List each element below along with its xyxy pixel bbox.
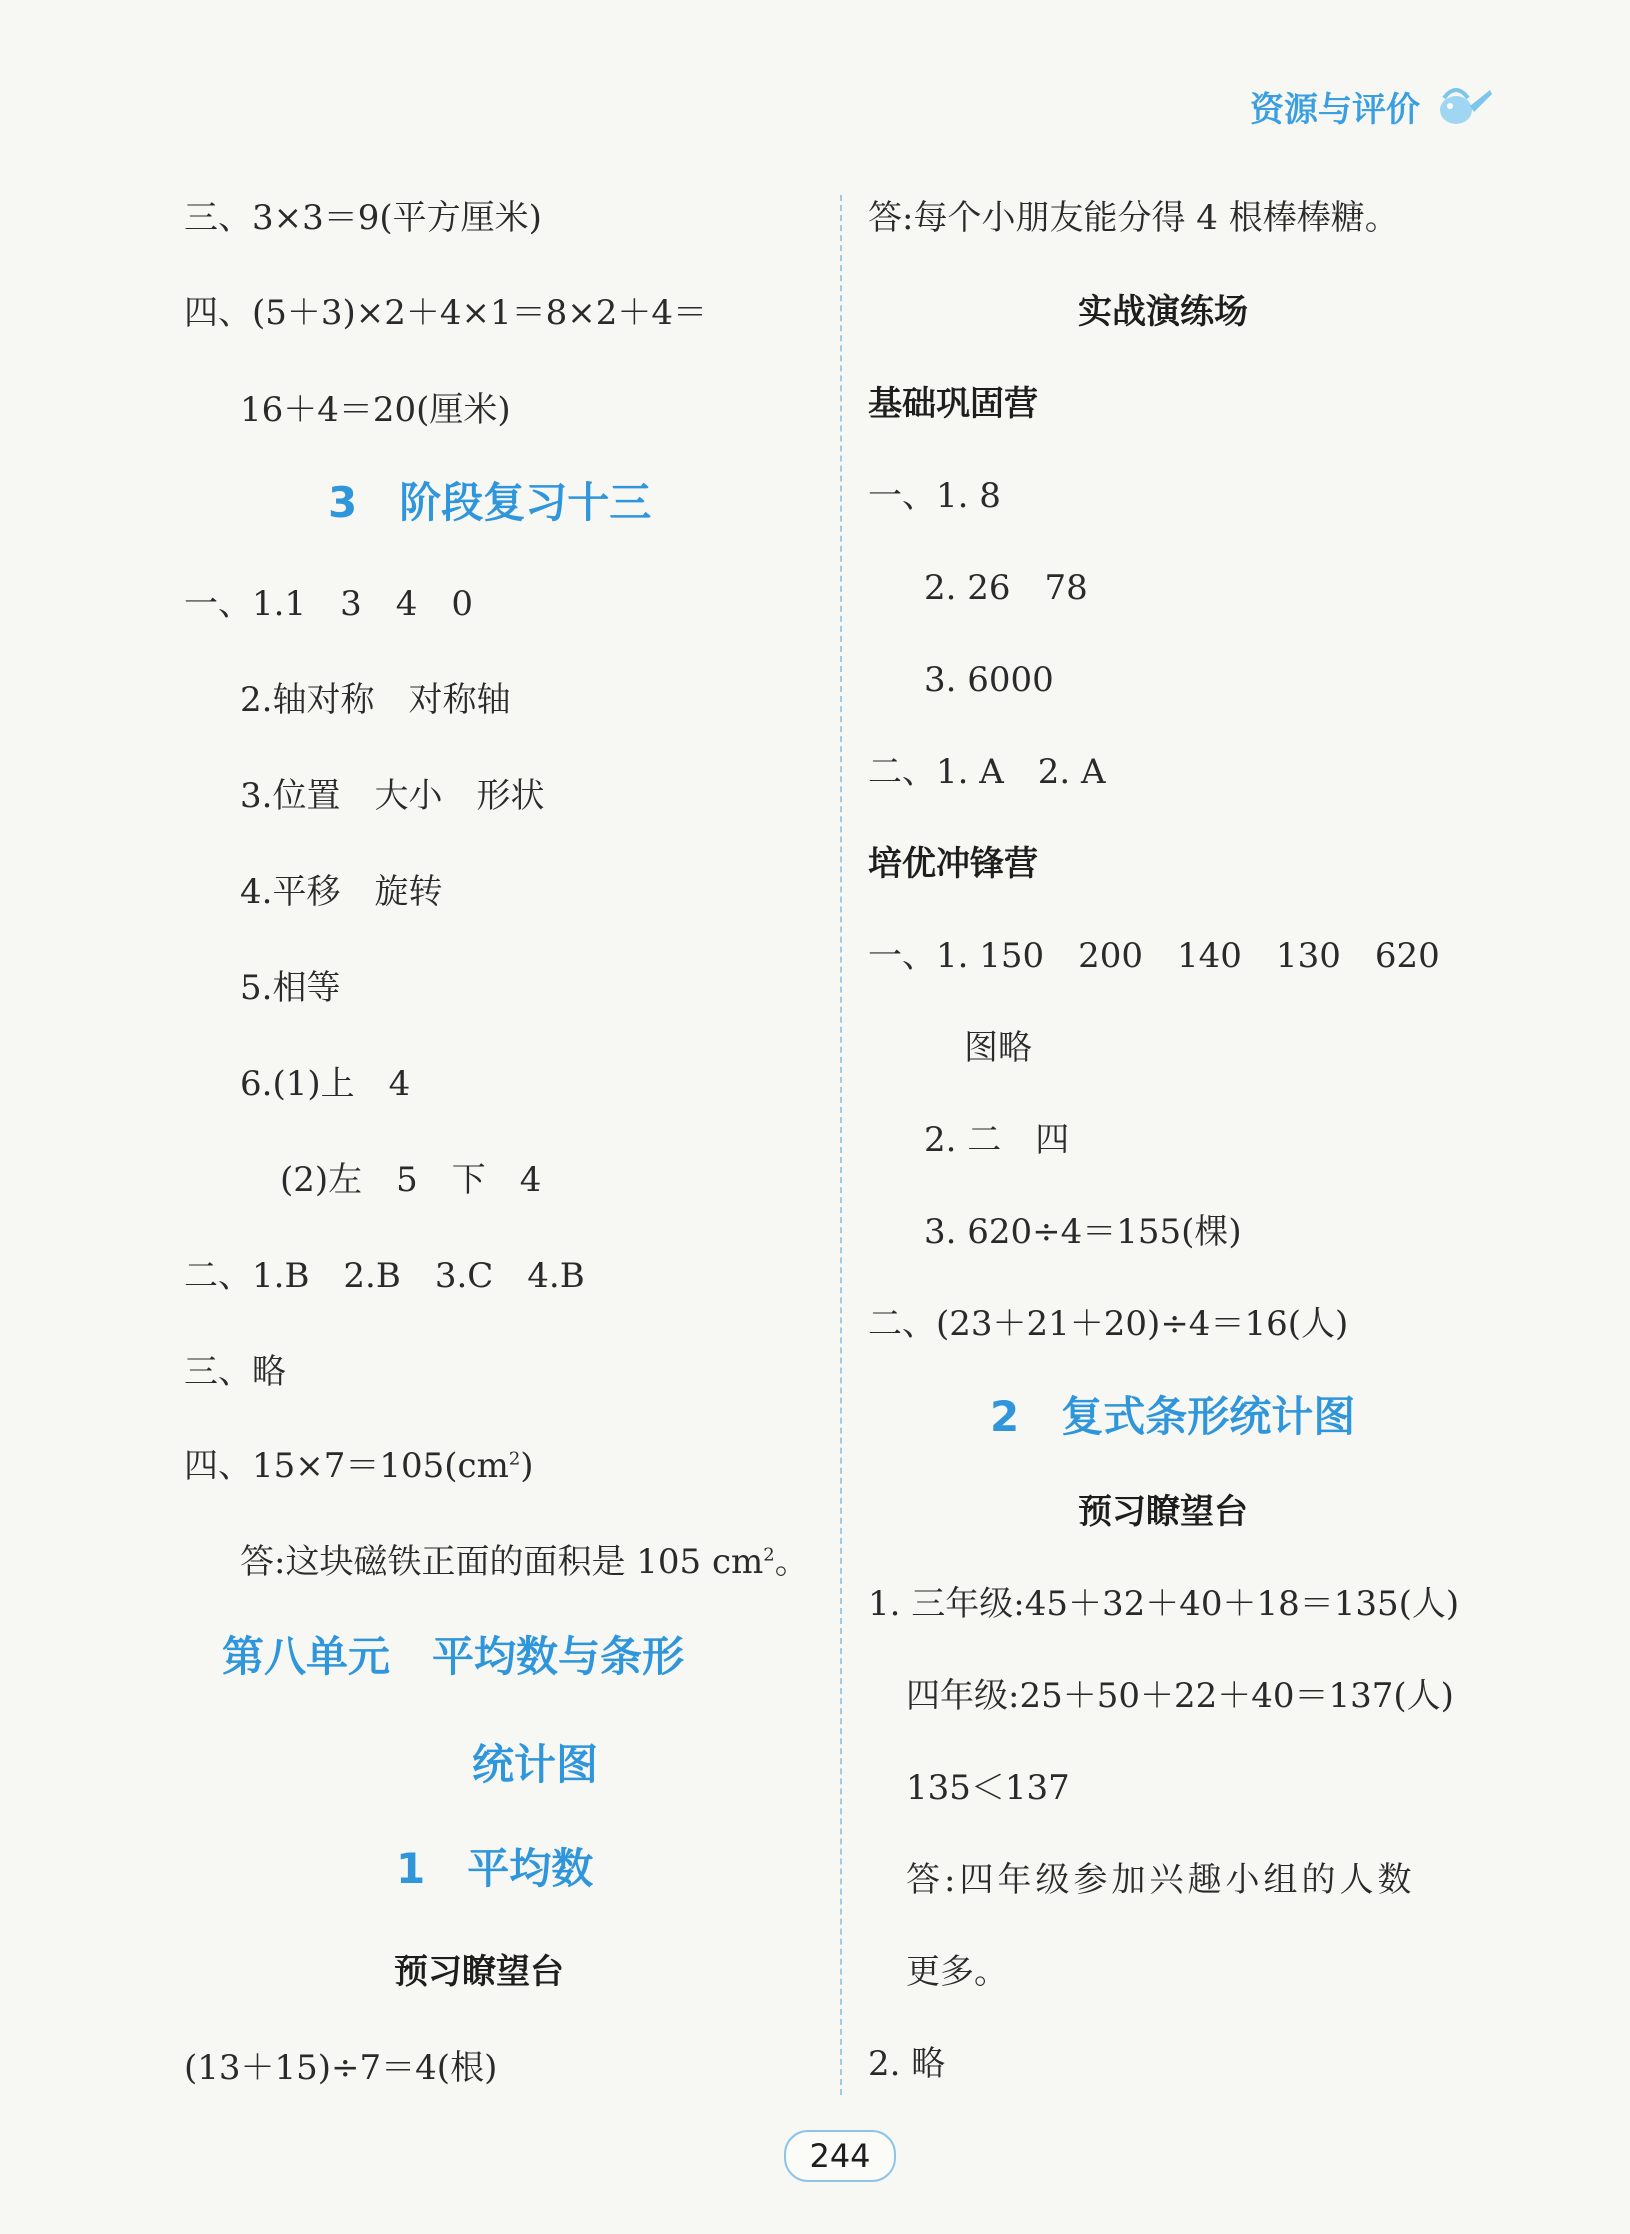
answer-line: 四年级:25＋50＋22＋40＝137(人) bbox=[906, 1676, 1454, 1716]
answer-line: 一、1.1 3 4 0 bbox=[184, 584, 473, 624]
answer-line: 更多。 bbox=[906, 1952, 1008, 1992]
answer-line: 答:四年级参加兴趣小组的人数 bbox=[906, 1860, 1416, 1900]
answer-line: 二、1.B 2.B 3.C 4.B bbox=[184, 1256, 585, 1296]
answer-line: 1. 三年级:45＋32＋40＋18＝135(人) bbox=[868, 1584, 1460, 1624]
watering-can-icon bbox=[1430, 78, 1494, 134]
answer-line: 6.(1)上 4 bbox=[240, 1064, 411, 1104]
subsection-title: 基础巩固营 bbox=[868, 384, 1038, 424]
section-title: 1 平均数 bbox=[396, 1844, 594, 1893]
answer-line: 一、1. 8 bbox=[868, 476, 1001, 516]
subsection-title: 预习瞭望台 bbox=[394, 1952, 564, 1992]
answer-line: 5.相等 bbox=[240, 968, 341, 1008]
answer-line: 16＋4＝20(厘米) bbox=[240, 390, 511, 430]
section-title: 3 阶段复习十三 bbox=[328, 478, 652, 527]
answer-line: 图略 bbox=[964, 1028, 1032, 1068]
answer-line: 2. 二 四 bbox=[924, 1120, 1070, 1160]
answer-line: 二、1. A 2. A bbox=[868, 752, 1106, 792]
answer-line: 四、$15\times 7=105(cm^2)$ bbox=[184, 1446, 534, 1486]
answer-line: 二、(23＋21＋20)÷4＝16(人) bbox=[868, 1304, 1349, 1344]
answer-line: (2)左 5 下 4 bbox=[280, 1160, 542, 1200]
answer-line: 2.轴对称 对称轴 bbox=[240, 680, 511, 720]
answer-line: 4.平移 旋转 bbox=[240, 872, 443, 912]
answer-line: 2. 26 78 bbox=[924, 568, 1088, 608]
answer-line: 一、1. 150 200 140 130 620 bbox=[868, 936, 1440, 976]
header-title: 资源与评价 bbox=[1250, 89, 1420, 130]
answer-line: 答:每个小朋友能分得 4 根棒棒糖。 bbox=[868, 198, 1399, 238]
column-divider bbox=[840, 195, 842, 2095]
page-number: 244 bbox=[784, 2130, 896, 2182]
answer-line: 四、(5＋3)×2＋4×1＝8×2＋4＝ bbox=[184, 293, 708, 333]
unit-title: 统计图 bbox=[472, 1740, 599, 1789]
answer-line: 答:这块磁铁正面的面积是 105 $cm^2$。 bbox=[240, 1542, 809, 1582]
answer-line: 3. 6000 bbox=[924, 660, 1054, 700]
answer-line: 3. 620÷4＝155(棵) bbox=[924, 1212, 1242, 1252]
unit-title: 第八单元 平均数与条形 bbox=[222, 1632, 685, 1681]
answer-line: 3.位置 大小 形状 bbox=[240, 776, 545, 816]
header bbox=[1250, 78, 1494, 134]
answer-line: 135＜137 bbox=[906, 1768, 1070, 1808]
answer-line: 三、3×3＝9(平方厘米) bbox=[184, 198, 542, 238]
answer-line: (13＋15)÷7＝4(根) bbox=[184, 2048, 498, 2088]
answer-line: 2. 略 bbox=[868, 2044, 946, 2084]
subsection-title: 预习瞭望台 bbox=[1078, 1492, 1248, 1532]
section-title: 2 复式条形统计图 bbox=[990, 1392, 1356, 1441]
subsection-title: 培优冲锋营 bbox=[868, 844, 1038, 884]
answer-line: 三、略 bbox=[184, 1352, 286, 1392]
subsection-title: 实战演练场 bbox=[1078, 292, 1248, 332]
